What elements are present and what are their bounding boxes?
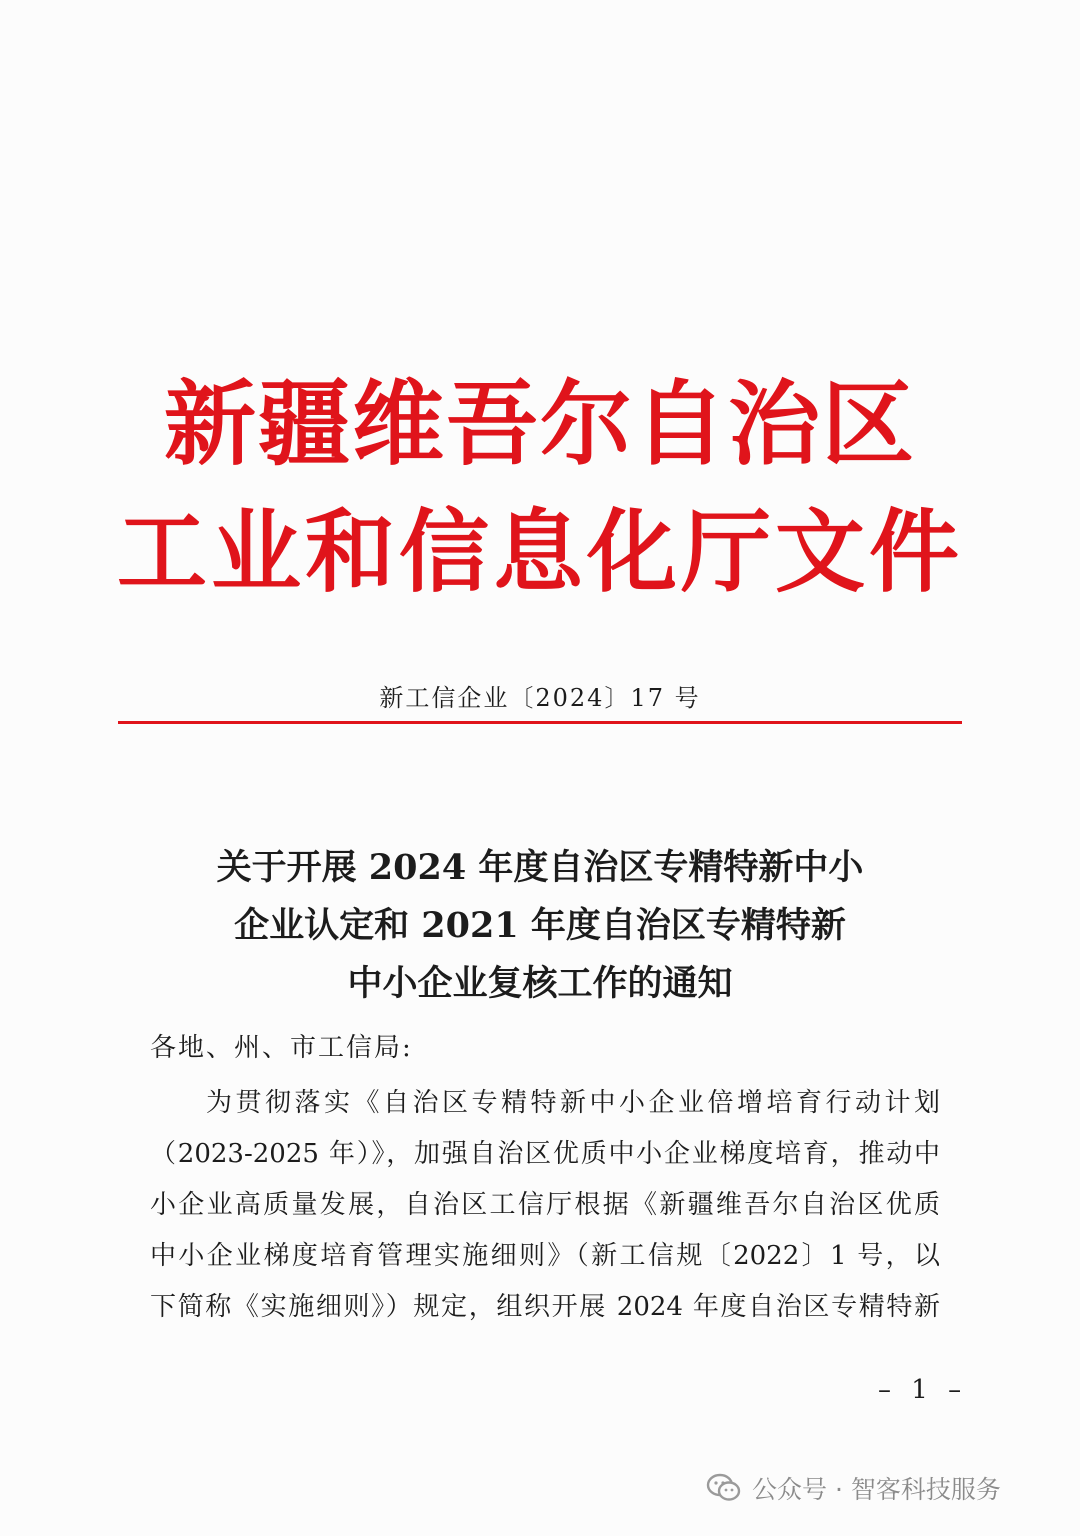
body-line: 中小企业梯度培育管理实施细则》（新工信规〔2022〕1 号，以 (150, 1241, 940, 1271)
page-number: – 1 – (878, 1375, 968, 1405)
document-number: 新工信企业〔2024〕17 号 (379, 684, 701, 712)
issuer-title-line2: 工业和信息化厅文件 (117, 500, 963, 605)
body-paragraph (150, 1078, 940, 1333)
body-line: 小企业高质量发展，自治区工信厅根据《新疆维吾尔自治区优质 (150, 1190, 940, 1220)
addressee: 各地、州、市工信局: (150, 1033, 413, 1063)
issuer-title-line1: 新疆维吾尔自治区 (163, 371, 916, 478)
red-divider (118, 721, 962, 724)
notice-title-line3: 中小企业复核工作的通知 (347, 963, 733, 1005)
notice-title-line2: 企业认定和 2021 年度自治区专精特新 (234, 905, 846, 947)
watermark-text: 公众号 · 智客科技服务 (752, 1475, 1001, 1504)
notice-title-line1: 关于开展 2024 年度自治区专精特新中小 (216, 847, 864, 889)
body-line: 为贯彻落实《自治区专精特新中小企业倍增培育行动计划 (206, 1088, 940, 1118)
notice-title (160, 839, 920, 1013)
body-line: 下简称《实施细则》）规定，组织开展 2024 年度自治区专精特新 (150, 1292, 940, 1322)
body-line: （2023-2025 年）》，加强自治区优质中小企业梯度培育，推动中 (150, 1139, 940, 1169)
wechat-icon (706, 1473, 742, 1503)
wechat-watermark (706, 1468, 1001, 1508)
